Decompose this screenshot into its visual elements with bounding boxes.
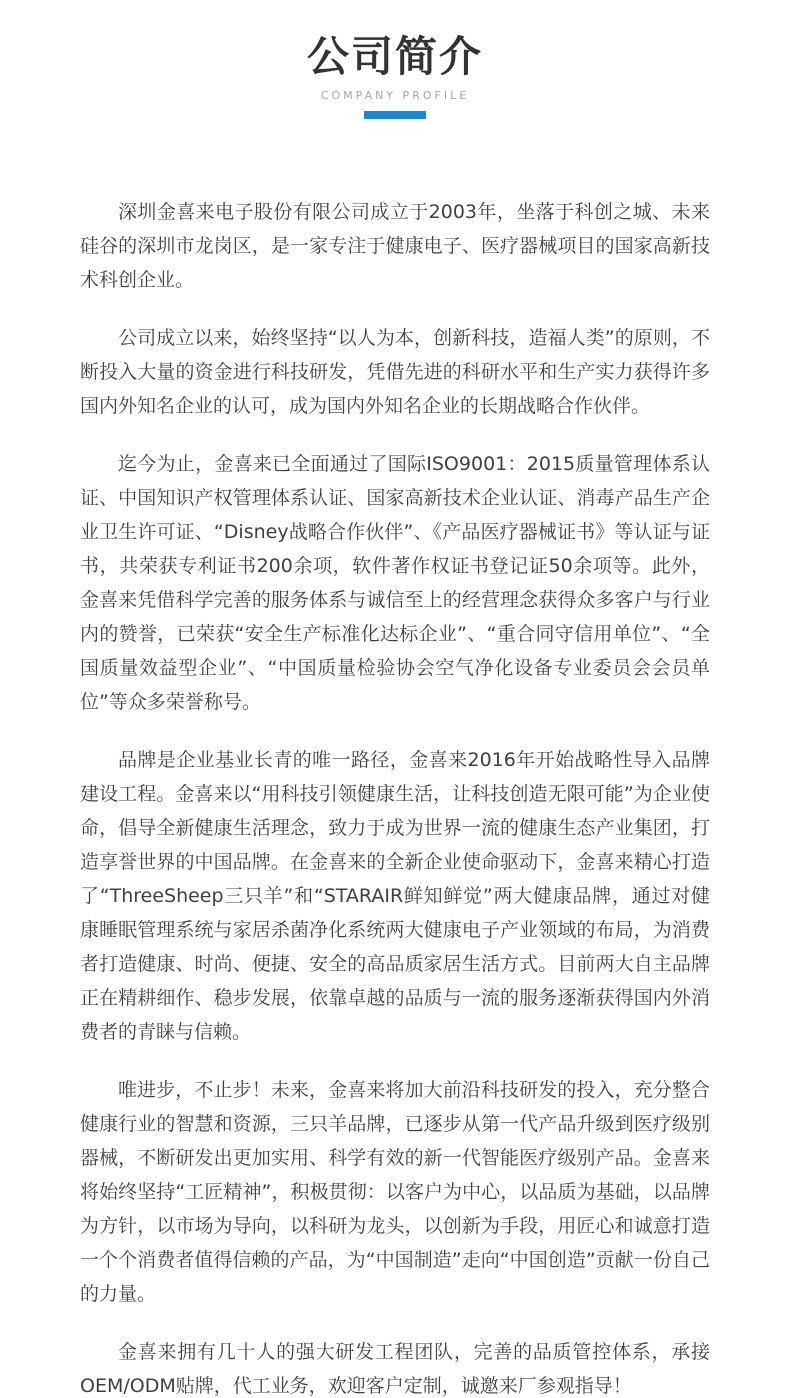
profile-paragraph: 金喜来拥有几十人的强大研发工程团队，完善的品质管控体系，承接OEM/ODM贴牌，代工业务，欢迎客户定制，诚邀来厂参观指导！ xyxy=(80,1341,710,1397)
profile-paragraph: 迄今为止，金喜来已全面通过了国际ISO9001：2015质量管理体系认证、中国知识产权管理体系认证、国家高新技术企业认证、消毒产品生产企业卫生许可证、“Disney战略合作伙伴”、《产品医疗器械证书》等认证与证书，共荣获专利证书200余项，软件著作权证书登记证50余项等。此外，金喜来凭借科学完善的服务体系与诚信至上的经营理念获得众多客户与行业内的赞誉，已荣获“安全生产标准化达标企业”、“重合同守信用单位”、“全国质量效益型企业”、“中国质量检验协会空气净化设备专业委员会会员单位”等众多荣誉称号。 xyxy=(80,453,710,713)
accent-divider-bar xyxy=(364,111,426,119)
profile-paragraph: 深圳金喜来电子股份有限公司成立于2003年，坐落于科创之城、未来硅谷的深圳市龙岗区，是一家专注于健康电子、医疗器械项目的国家高新技术科创企业。 xyxy=(80,201,710,291)
page-subtitle: COMPANY PROFILE xyxy=(320,89,470,102)
profile-paragraph: 唯进步，不止步！未来，金喜来将加大前沿科技研发的投入，充分整合健康行业的智慧和资源，三只羊品牌，已逐步从第一代产品升级到医疗级别器械，不断研发出更加实用、科学有效的新一代智能医疗级别产品。金喜来将始终坚持“工匠精神”，积极贯彻：以客户为中心，以品质为基础，以品牌为方针，以市场为导向，以科研为龙头，以创新为手段，用匠心和诚意打造一个个消费者值得信赖的产品，为“中国制造”走向“中国创造”贡献一份自己的力量。 xyxy=(80,1079,710,1305)
profile-body xyxy=(0,119,790,1398)
profile-header xyxy=(0,0,790,119)
profile-paragraph: 品牌是企业基业长青的唯一路径，金喜来2016年开始战略性导入品牌建设工程。金喜来以“用科技引领健康生活，让科技创造无限可能”为企业使命，倡导全新健康生活理念，致力于成为世界一流的健康生态产业集团，打造享誉世界的中国品牌。在金喜来的全新企业使命驱动下，金喜来精心打造了“ThreeSheep三只羊”和“STARAIR鲜知鲜觉”两大健康品牌，通过对健康睡眠管理系统与家居杀菌净化系统两大健康电子产业领域的布局，为消费者打造健康、时尚、便捷、安全的高品质家居生活方式。目前两大自主品牌正在精耕细作、稳步发展，依靠卓越的品质与一流的服务逐渐获得国内外消费者的青睐与信赖。 xyxy=(80,749,710,1043)
profile-paragraph: 公司成立以来，始终坚持“以人为本，创新科技，造福人类”的原则，不断投入大量的资金进行科技研发，凭借先进的科研水平和生产实力获得许多国内外知名企业的认可，成为国内外知名企业的长期战略合作伙伴。 xyxy=(80,327,710,417)
page-title: 公司简介 xyxy=(306,32,483,81)
